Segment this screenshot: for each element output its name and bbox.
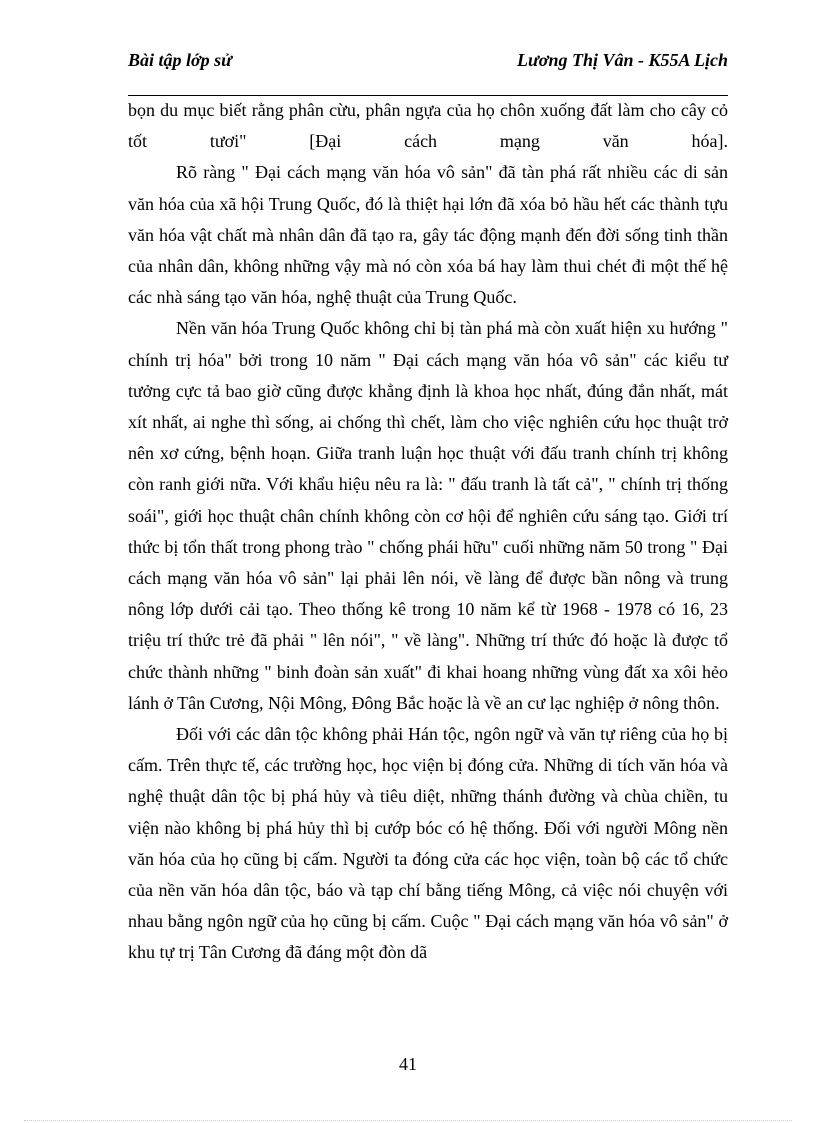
- page-header: [128, 49, 728, 96]
- page-number: 41: [399, 1054, 417, 1074]
- paragraph-heritage-destruction: Rõ ràng " Đại cách mạng văn hóa vô sản" đã tàn phá rất nhiều các di sản văn hóa của xã hội Trung Quốc, đó là thiệt hại lớn đã xóa bỏ hầu hết các thành tựu văn hóa vật chất mà nhân dân đã tạo ra, gây tác động mạnh đến đời sống tinh thần của nhân dân, không những vậy mà nó còn xóa bá hay làm thui chét đi một thế hệ các nhà sáng tạo văn hóa, nghệ thuật của Trung Quốc.: [128, 162, 728, 308]
- paragraph-continuation: bọn du mục biết rằng phân cừu, phân ngựa của họ chôn xuống đất làm cho cây cỏ tốt tươi" [Đại cách mạng văn hóa].: [128, 100, 728, 152]
- paragraph-politicization: Nền văn hóa Trung Quốc không chỉ bị tàn phá mà còn xuất hiện xu hướng " chính trị hóa" bởi trong 10 năm " Đại cách mạng văn hóa vô sản" các kiểu tư tưởng cực tả bao giờ cũng được khẳng định là khoa học nhất, đúng đắn nhất, mát xít nhất, ai nghe thì sống, ai chống thì chết, làm cho việc nghiên cứu học thuật trở nên xơ cứng, bệnh hoạn. Giữa tranh luận học thuật với đấu tranh chính trị không còn ranh giới nữa. Với khẩu hiệu nêu ra là: " đấu tranh là tất cả", " chính trị thống soái", giới học thuật chân chính không còn cơ hội để nghiên cứu sáng tạo. Giới trí thức bị tổn thất trong phong trào " chống phái hữu" cuối những năm 50 trong " Đại cách mạng văn hóa vô sản" lại phải lên nói, về làng để được bần nông và trung nông lớp dưới cải tạo. Theo thống kê trong 10 năm kể từ 1968 - 1978 có 16, 23 triệu trí thức trẻ đã phải " lên nói", " về làng". Những trí thức đó hoặc là được tổ chức thành những " binh đoàn sản xuất" đi khai hoang những vùng đất xa xôi hẻo lánh ở Tân Cương, Nội Mông, Đông Bắc hoặc là về an cư lạc nghiệp ở nông thôn.: [128, 318, 728, 713]
- paragraph-ethnic-minorities: Đối với các dân tộc không phải Hán tộc, ngôn ngữ và văn tự riêng của họ bị cấm. Trên thực tế, các trường học, học viện bị đóng cửa. Những di tích văn hóa và nghệ thuật dân tộc bị phá hủy và tiêu diệt, những thánh đường và chùa chiền, tu viện nào không bị phá hủy thì bị cướp bóc có hệ thống. Đối với người Mông nền văn hóa của họ cũng bị cấm. Người ta đóng cửa các học viện, toàn bộ các tổ chức của nền văn hóa dân tộc, báo và tạp chí bằng tiếng Mông, cả việc nói chuyện với nhau bằng ngôn ngữ của họ cũng bị cấm. Cuộc " Đại cách mạng văn hóa vô sản" ở khu tự trị Tân Cương đã đáng một đòn dã: [128, 724, 728, 963]
- header-author: Lương Thị Vân - K55A Lịch: [517, 50, 728, 70]
- page-edge-divider: [24, 1120, 792, 1121]
- page-body: [128, 95, 728, 969]
- header-course-title: Bài tập lớp sử: [128, 50, 232, 70]
